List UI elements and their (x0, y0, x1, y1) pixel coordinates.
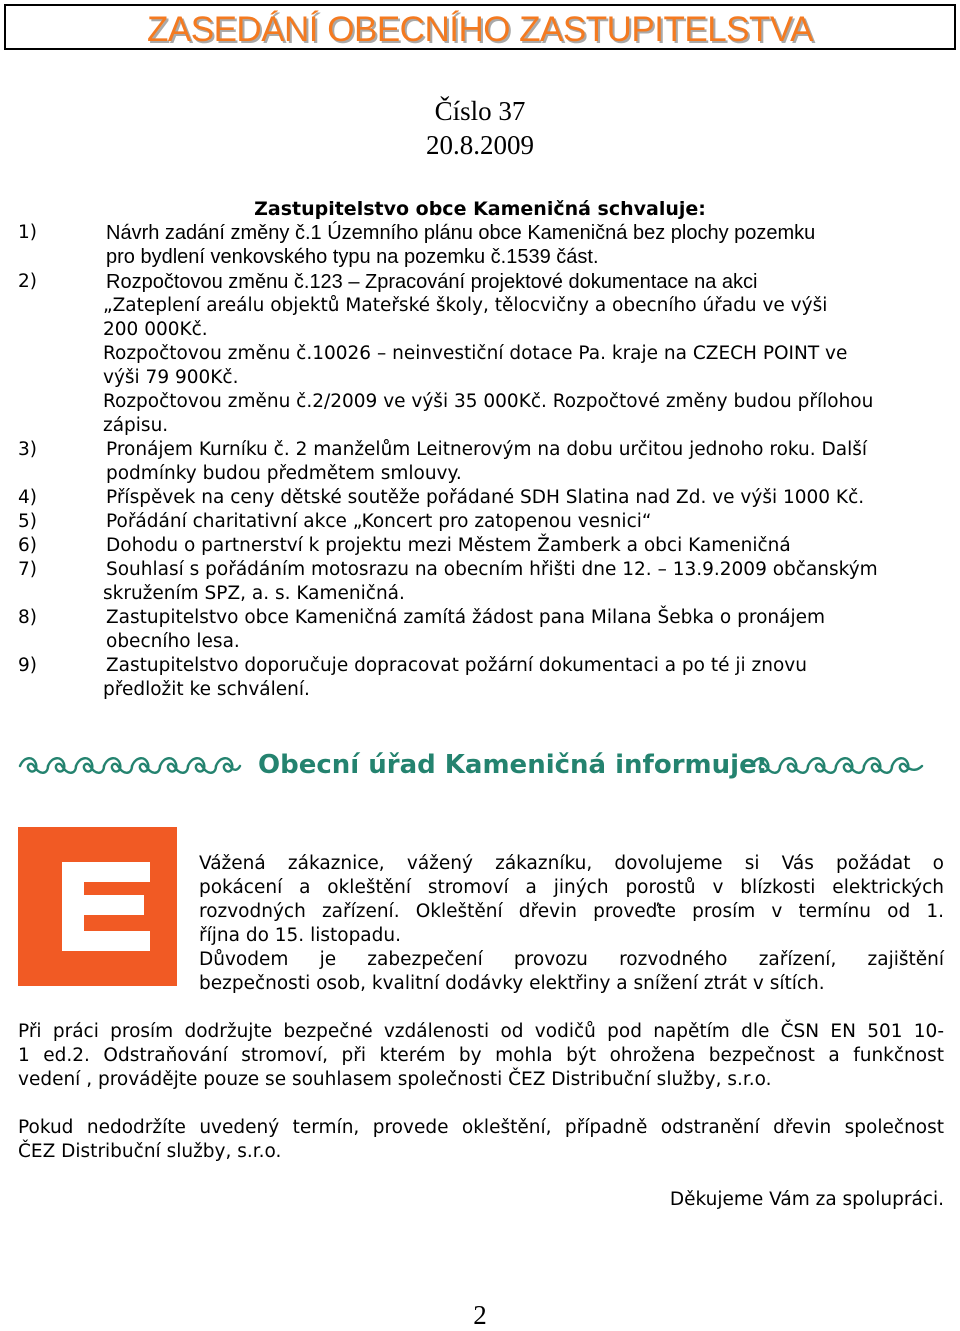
item-line: Návrh zadání změny č.1 Územního plánu obce Kameničná bez plochy pozemku (106, 222, 816, 244)
notice-paragraph (199, 852, 944, 996)
item-line: obecního lesa. (106, 631, 240, 652)
item-number: 2) (18, 271, 37, 292)
resolutions-heading: Zastupitelstvo obce Kameničná schvaluje: (254, 198, 706, 220)
notice-line: Vážená zákaznice, vážený zákazníku, dovolujeme si Vás požádat o (199, 853, 944, 874)
deadline-line: Pokud nedodržíte uvedený termín, provede okleštění, případně odstranění dřevin společnost (18, 1117, 944, 1138)
title-banner (4, 4, 956, 50)
swirl-ornament-icon (750, 752, 924, 780)
swirl-ornament-icon (18, 752, 242, 780)
item-number: 7) (18, 559, 37, 580)
item-line: Pořádání charitativní akce „Koncert pro zatopenou vesnici“ (106, 511, 652, 532)
issue-number: Číslo 37 (434, 96, 526, 126)
item-line: Rozpočtovou změnu č.123 – Zpracování projektové dokumentace na akci (106, 271, 758, 293)
safety-line: 1 ed.2. Odstraňování stromoví, při kterém by mohla být ohrožena bezpečnost a funkčnost (18, 1045, 944, 1066)
item-line: Rozpočtovou změnu č.2/2009 ve výši 35 000Kč. Rozpočtové změny budou přílohou (103, 391, 874, 412)
item-line: předložit ke schválení. (103, 679, 310, 700)
item-line: Zastupitelstvo doporučuje dopracovat požární dokumentaci a po té ji znovu (106, 655, 807, 676)
item-line: Rozpočtovou změnu č.10026 – neinvestiční dotace Pa. kraje na CZECH POINT ve (103, 343, 848, 364)
item-line: pro bydlení venkovského typu na pozemku č.1539 část. (106, 246, 599, 268)
info-title: Obecní úřad Kameničná informuje: (258, 750, 768, 780)
notice-line: bezpečnosti osob, kvalitní dodávky elektřiny a snížení ztrát v sítích. (199, 973, 825, 994)
item-number: 9) (18, 655, 37, 676)
deadline-paragraph (18, 1116, 944, 1164)
item-line: výši 79 900Kč. (103, 367, 239, 388)
item-number: 3) (18, 439, 37, 460)
item-line: Dohodu o partnerství k projektu mezi Městem Žamberk a obci Kameničná (106, 535, 791, 556)
safety-line: vedení , provádějte pouze se souhlasem společnosti ČEZ Distribuční služby, s.r.o. (18, 1069, 772, 1090)
notice-line: října do 15. listopadu. (199, 925, 401, 946)
issue-date: 20.8.2009 (426, 130, 534, 160)
safety-paragraph (18, 1020, 944, 1092)
item-number: 6) (18, 535, 37, 556)
item-line: skružením SPZ, a. s. Kameničná. (103, 583, 405, 604)
notice-line: pokácení a okleštění stromoví a jiných porostů v blízkosti elektrických (199, 877, 944, 898)
notice-line: rozvodných zařízení. Okleštění dřevin proveďte prosím v termínu od 1. (199, 901, 944, 922)
item-number: 8) (18, 607, 37, 628)
item-line: Pronájem Kurníku č. 2 manželům Leitnerovým na dobu určitou jednoho roku. Další (106, 439, 868, 460)
item-line: 200 000Kč. (103, 319, 208, 340)
page-number: 2 (473, 1300, 487, 1330)
item-number: 5) (18, 511, 37, 532)
item-line: Zastupitelstvo obce Kameničná zamítá žádost pana Milana Šebka o pronájem (106, 607, 825, 628)
deadline-line: ČEZ Distribuční služby, s.r.o. (18, 1141, 282, 1162)
item-line: zápisu. (103, 415, 169, 436)
item-line: Souhlasí s pořádáním motosrazu na obecním hřišti dne 12. – 13.9.2009 občanským (106, 559, 878, 580)
thanks-text: Děkujeme Vám za spolupráci. (669, 1189, 944, 1210)
item-number: 4) (18, 487, 37, 508)
item-number: 1) (18, 222, 37, 243)
notice-line: Důvodem je zabezpečení provozu rozvodného zařízení, zajištění (199, 949, 944, 970)
cez-logo-icon (18, 827, 177, 986)
banner-title: ZASEDÁNÍ OBECNÍHO ZASTUPITELSTVA (147, 10, 813, 49)
safety-line: Při práci prosím dodržujte bezpečné vzdálenosti od vodičů pod napětím dle ČSN EN 501 10- (18, 1021, 944, 1042)
item-line: „Zateplení areálu objektů Mateřské školy, tělocvičny a obecního úřadu ve výši (103, 295, 828, 316)
item-line: Příspěvek na ceny dětské soutěže pořádané SDH Slatina nad Zd. ve výši 1000 Kč. (106, 487, 865, 508)
item-line: podmínky budou předmětem smlouvy. (106, 463, 462, 484)
